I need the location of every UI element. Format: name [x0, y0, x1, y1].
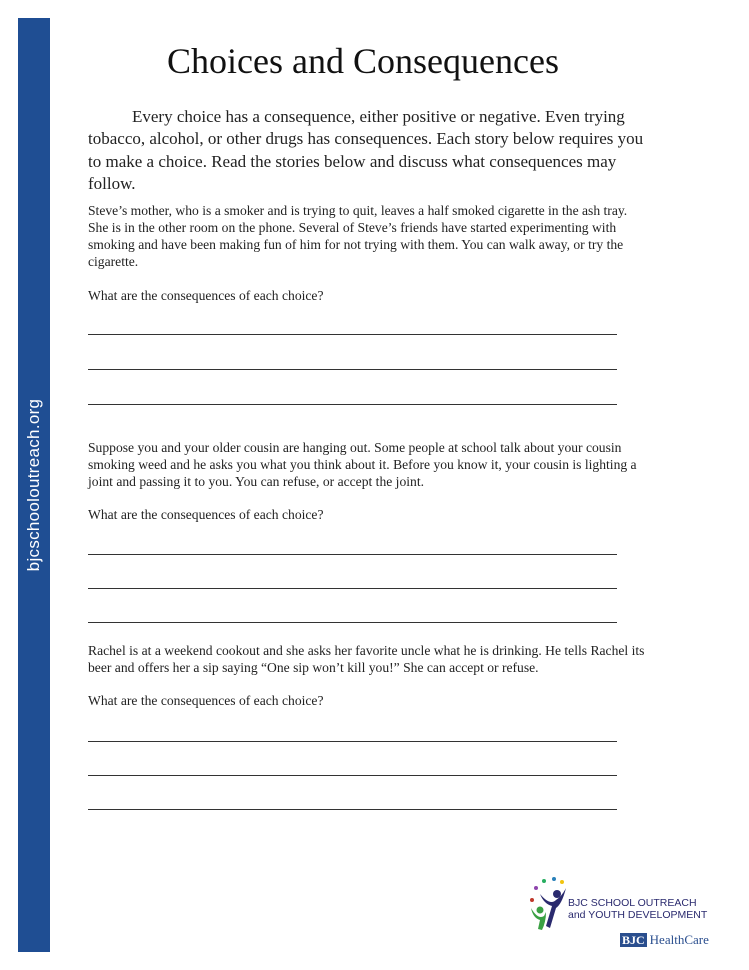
story-2: Suppose you and your older cousin are hanging out. Some people at school talk about your cousin smoking weed and he asks you what you think about it. Before you know it, your cousin is lighting a joint and passing it to you. You can refuse, or accept the joint. [88, 440, 637, 489]
intro-paragraph: Every choice has a consequence, either positive or negative. Even trying tobacco, alcohol, or other drugs has consequences. Each story below requires you to make a choice. Read the stories below and discuss what consequences may follow. [88, 107, 644, 193]
bjc-logo [528, 874, 718, 954]
story-1: Steve’s mother, who is a smoker and is trying to quit, leaves a half smoked cigarette in the ash tray. She is in the other room on the phone. Several of Steve’s friends have started experimenting with smoking and have been making fun of him for not trying with them. You can walk away, or try the cigarette. [88, 203, 628, 269]
answer-line[interactable] [88, 741, 617, 742]
answer-line[interactable] [88, 622, 617, 623]
logo-line-2: and YOUTH DEVELOPMENT [568, 909, 708, 921]
answer-line[interactable] [88, 588, 617, 589]
story-3: Rachel is at a weekend cookout and she asks her favorite uncle what he is drinking. He tells Rachel its beer and offers her a sip saying “One sip won’t kill you!” She can accept or refuse. [88, 643, 645, 675]
answer-line[interactable] [88, 404, 617, 405]
answer-line[interactable] [88, 334, 617, 335]
question-3: What are the consequences of each choice? [88, 693, 324, 708]
brand-suffix: HealthCare [649, 932, 709, 947]
answer-line[interactable] [88, 554, 617, 555]
answer-line[interactable] [88, 775, 617, 776]
healthcare-brand [620, 932, 709, 948]
answer-line[interactable] [88, 809, 617, 810]
sidebar-url: bjcschooloutreach.org [24, 398, 43, 572]
page-title: Choices and Consequences [167, 41, 559, 81]
brand-box: BJC [622, 933, 645, 947]
figures-icon [528, 876, 568, 932]
question-1: What are the consequences of each choice? [88, 288, 324, 303]
logo-line-1: BJC SCHOOL OUTREACH [568, 897, 697, 909]
question-2: What are the consequences of each choice? [88, 507, 324, 522]
answer-line[interactable] [88, 369, 617, 370]
